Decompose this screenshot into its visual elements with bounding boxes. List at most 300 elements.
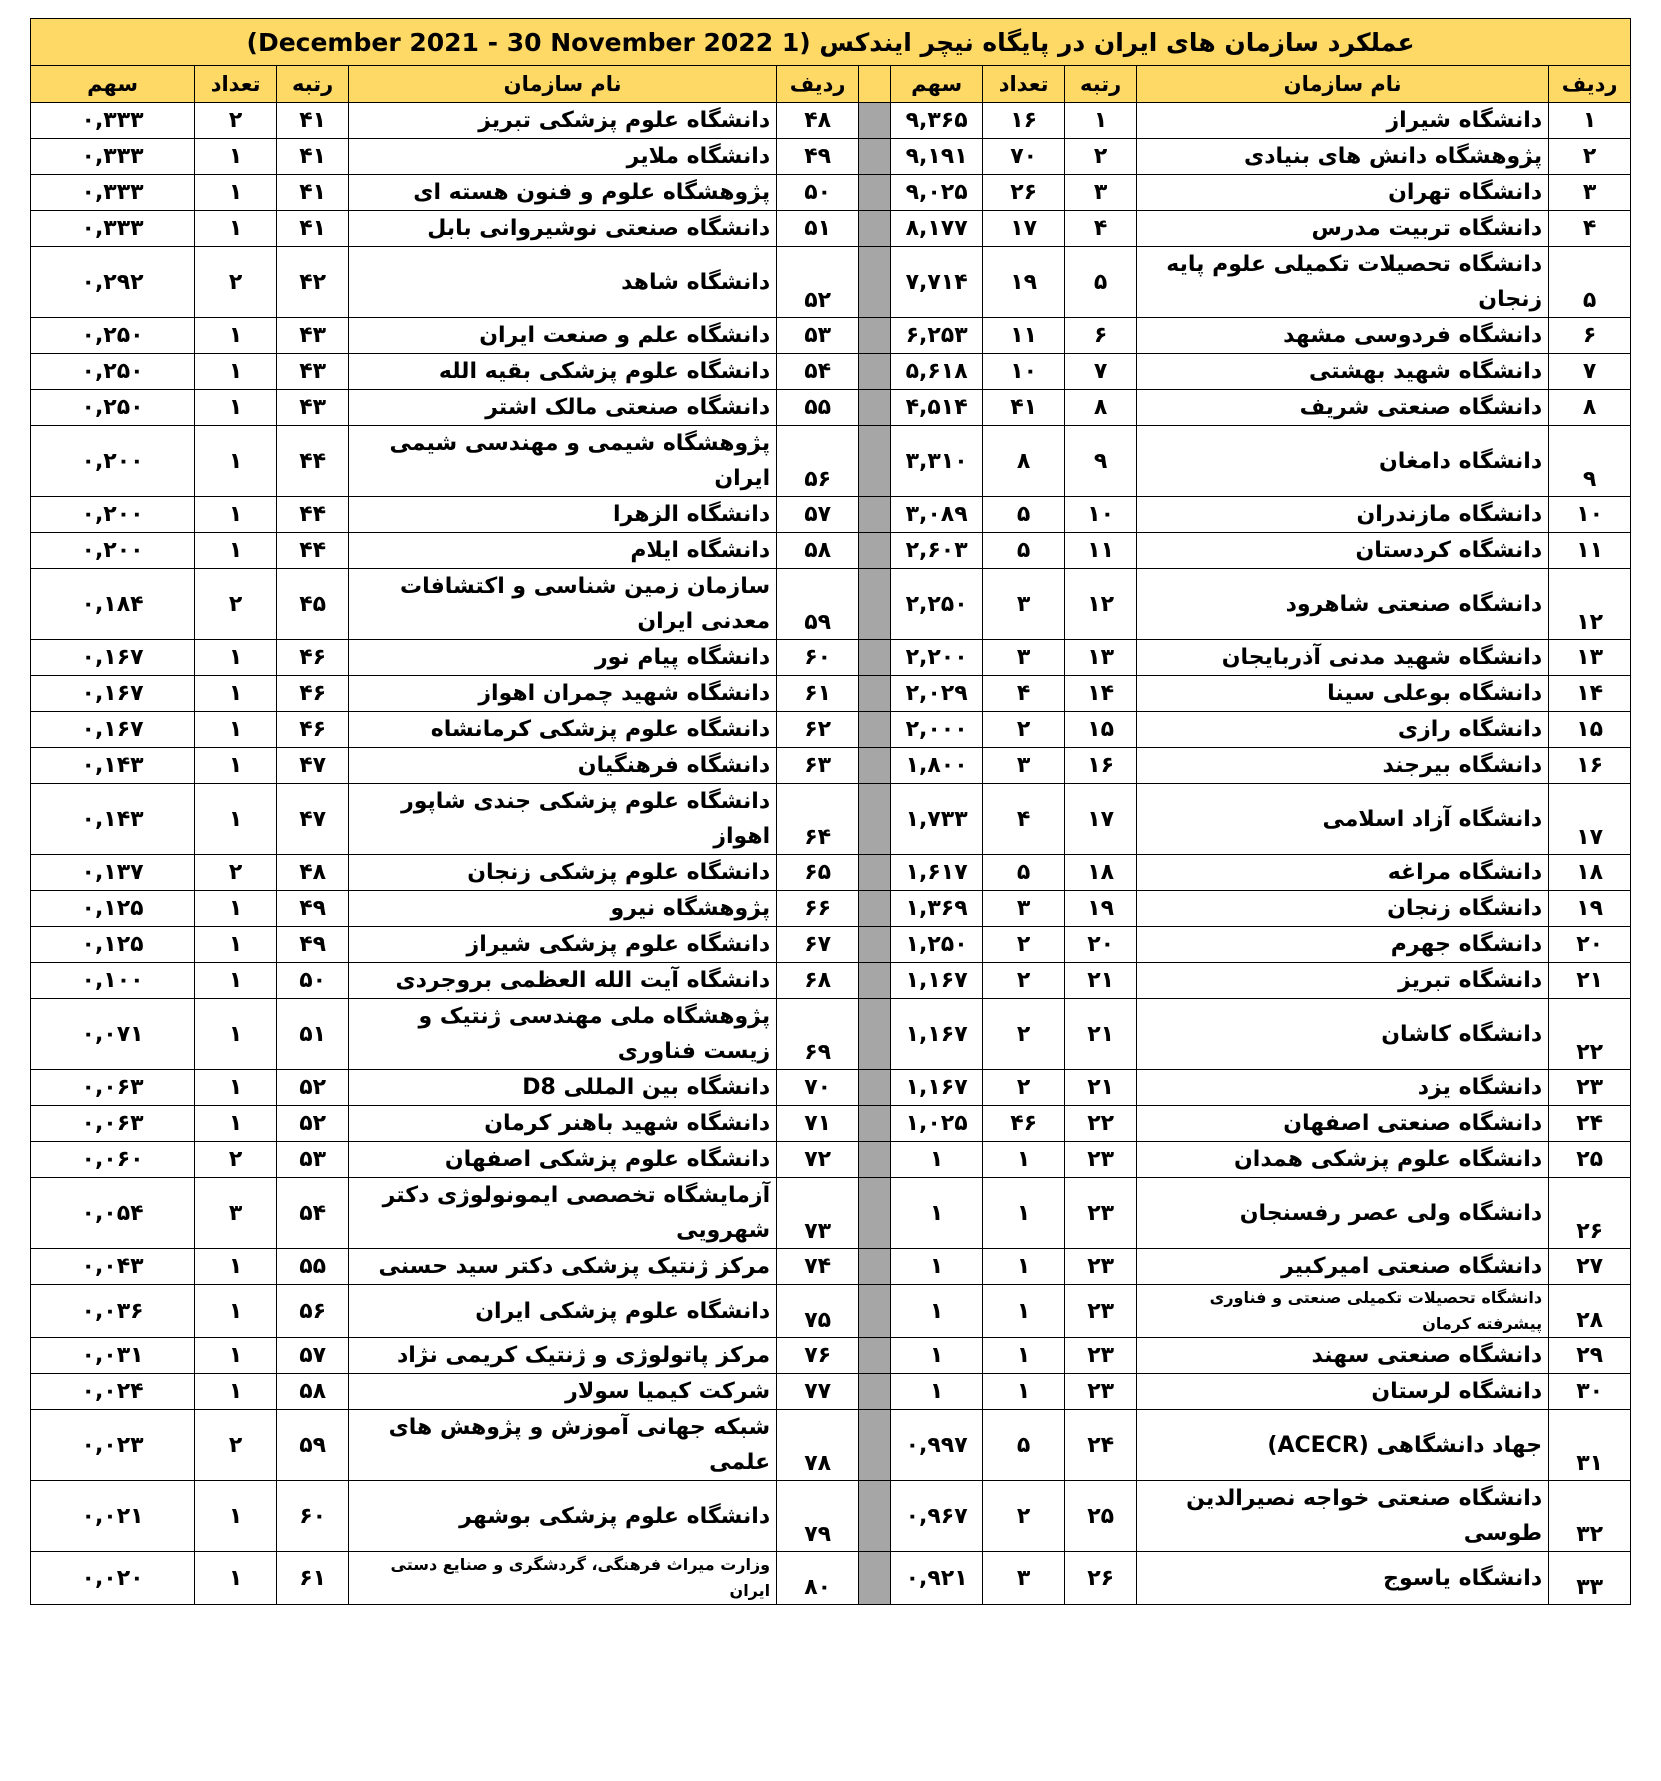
rank-cell: ۴۳ [277,318,349,354]
row-index: ۹ [1549,426,1631,497]
share-cell: ۰,۲۰۰ [31,426,195,497]
share-cell: ۱ [891,1374,983,1410]
rank-cell: ۴۷ [277,748,349,784]
table-row [31,211,1631,247]
rank-cell: ۵۵ [277,1249,349,1285]
table-row [31,497,1631,533]
row-index: ۳۲ [1549,1481,1631,1552]
rank-cell: ۸ [1065,390,1137,426]
count-cell: ۲ [195,247,277,318]
table-row [31,999,1631,1070]
column-separator [859,676,891,712]
share-cell: ۷,۷۱۴ [891,247,983,318]
table-row [31,426,1631,497]
share-cell: ۴,۵۱۴ [891,390,983,426]
share-cell: ۲,۶۰۳ [891,533,983,569]
rank-cell: ۲۱ [1065,1070,1137,1106]
organization-name: دانشگاه صنعتی خواجه نصیرالدین طوسی [1137,1481,1549,1552]
organization-name: دانشگاه جهرم [1137,927,1549,963]
organization-name: دانشگاه آزاد اسلامی [1137,784,1549,855]
organization-name: دانشگاه صنعتی نوشیروانی بابل [349,211,777,247]
row-index: ۷۹ [777,1481,859,1552]
share-cell: ۰,۰۳۱ [31,1338,195,1374]
row-index: ۷۳ [777,1178,859,1249]
ranking-table [30,18,1631,1605]
organization-name: دانشگاه صنعتی اصفهان [1137,1106,1549,1142]
column-separator [859,1552,891,1605]
share-cell: ۰,۰۶۰ [31,1142,195,1178]
share-cell: ۰,۹۹۷ [891,1410,983,1481]
table-row [31,963,1631,999]
count-cell: ۴۶ [983,1106,1065,1142]
organization-name: دانشگاه صنعتی شاهرود [1137,569,1549,640]
rank-cell: ۴۱ [277,175,349,211]
share-cell: ۰,۰۲۱ [31,1481,195,1552]
rank-cell: ۱۷ [1065,784,1137,855]
share-cell: ۲,۰۲۹ [891,676,983,712]
count-cell: ۱ [195,1481,277,1552]
row-index: ۱۲ [1549,569,1631,640]
count-cell: ۲ [195,855,277,891]
count-cell: ۱ [195,318,277,354]
organization-name: دانشگاه صنعتی سهند [1137,1338,1549,1374]
count-cell: ۲ [195,1410,277,1481]
organization-name: دانشگاه کردستان [1137,533,1549,569]
organization-name: سازمان زمین شناسی و اکتشافات معدنی ایران [349,569,777,640]
share-cell: ۸,۱۷۷ [891,211,983,247]
share-cell: ۰,۱۲۵ [31,891,195,927]
table-row [31,175,1631,211]
organization-name: دانشگاه بین المللی D8 [349,1070,777,1106]
count-cell: ۱۹ [983,247,1065,318]
organization-name: دانشگاه الزهرا [349,497,777,533]
organization-name: دانشگاه تحصیلات تکمیلی علوم پایه زنجان [1137,247,1549,318]
share-cell: ۰,۲۰۰ [31,497,195,533]
rank-cell: ۲ [1065,139,1137,175]
count-cell: ۳ [983,1552,1065,1605]
header-count-right: تعداد [983,66,1065,103]
rank-cell: ۵۸ [277,1374,349,1410]
share-cell: ۰,۱۶۷ [31,712,195,748]
rank-cell: ۵ [1065,247,1137,318]
share-cell: ۰,۲۵۰ [31,318,195,354]
count-cell: ۳ [983,640,1065,676]
organization-name: پژوهشگاه ملی مهندسی ژنتیک و زیست فناوری [349,999,777,1070]
row-index: ۶۲ [777,712,859,748]
table-row [31,1106,1631,1142]
share-cell: ۳,۳۱۰ [891,426,983,497]
count-cell: ۴ [983,784,1065,855]
table-row [31,103,1631,139]
share-cell: ۰,۲۹۲ [31,247,195,318]
rank-cell: ۱۹ [1065,891,1137,927]
count-cell: ۱ [195,963,277,999]
column-separator [859,1249,891,1285]
row-index: ۱ [1549,103,1631,139]
organization-name: دانشگاه علم و صنعت ایران [349,318,777,354]
column-separator [859,318,891,354]
share-cell: ۰,۳۳۳ [31,139,195,175]
row-index: ۱۰ [1549,497,1631,533]
row-index: ۷۱ [777,1106,859,1142]
row-index: ۶۰ [777,640,859,676]
organization-name: دانشگاه شهید چمران اهواز [349,676,777,712]
rank-cell: ۶۱ [277,1552,349,1605]
share-cell: ۰,۳۳۳ [31,103,195,139]
share-cell: ۰,۰۴۳ [31,1249,195,1285]
share-cell: ۰,۰۵۴ [31,1178,195,1249]
count-cell: ۱ [195,139,277,175]
row-index: ۳۰ [1549,1374,1631,1410]
organization-name: دانشگاه یاسوج [1137,1552,1549,1605]
count-cell: ۱ [195,497,277,533]
rank-cell: ۱۱ [1065,533,1137,569]
count-cell: ۳ [195,1178,277,1249]
rank-cell: ۶۰ [277,1481,349,1552]
organization-name: دانشگاه شیراز [1137,103,1549,139]
share-cell: ۰,۲۵۰ [31,390,195,426]
share-cell: ۱,۱۶۷ [891,963,983,999]
row-index: ۷۷ [777,1374,859,1410]
organization-name: دانشگاه مازندران [1137,497,1549,533]
column-separator [859,247,891,318]
count-cell: ۷۰ [983,139,1065,175]
rank-cell: ۵۶ [277,1285,349,1338]
count-cell: ۲ [195,103,277,139]
organization-name: دانشگاه یزد [1137,1070,1549,1106]
count-cell: ۱ [195,676,277,712]
organization-name: پژوهشگاه دانش های بنیادی [1137,139,1549,175]
rank-cell: ۵۱ [277,999,349,1070]
count-cell: ۲ [195,1142,277,1178]
organization-name: دانشگاه علوم پزشکی زنجان [349,855,777,891]
organization-name: شرکت کیمیا سولار [349,1374,777,1410]
column-separator [859,1142,891,1178]
share-cell: ۱ [891,1178,983,1249]
row-index: ۵۴ [777,354,859,390]
rank-cell: ۷ [1065,354,1137,390]
header-share-right: سهم [891,66,983,103]
ranking-sheet [30,18,1630,1605]
organization-name: دانشگاه صنعتی شریف [1137,390,1549,426]
rank-cell: ۱۴ [1065,676,1137,712]
count-cell: ۲ [983,963,1065,999]
share-cell: ۰,۳۳۳ [31,175,195,211]
count-cell: ۵ [983,855,1065,891]
share-cell: ۱,۷۳۳ [891,784,983,855]
rank-cell: ۱۲ [1065,569,1137,640]
table-body [31,103,1631,1605]
count-cell: ۳ [983,891,1065,927]
share-cell: ۰,۱۰۰ [31,963,195,999]
organization-name: دانشگاه مراغه [1137,855,1549,891]
row-index: ۵۳ [777,318,859,354]
table-title [31,19,1631,66]
count-cell: ۱ [195,1249,277,1285]
table-row [31,390,1631,426]
rank-cell: ۴۴ [277,497,349,533]
row-index: ۵۹ [777,569,859,640]
count-cell: ۱ [195,1070,277,1106]
table-row [31,1338,1631,1374]
organization-name: دانشگاه لرستان [1137,1374,1549,1410]
column-separator [859,784,891,855]
count-cell: ۲۶ [983,175,1065,211]
share-cell: ۱,۸۰۰ [891,748,983,784]
row-index: ۶۴ [777,784,859,855]
row-index: ۷۵ [777,1285,859,1338]
row-index: ۲۲ [1549,999,1631,1070]
share-cell: ۱,۳۶۹ [891,891,983,927]
row-index: ۶۳ [777,748,859,784]
organization-name: دانشگاه ایلام [349,533,777,569]
row-index: ۱۱ [1549,533,1631,569]
title-period: (1 December 2021 - 30 November 2022) [246,27,811,57]
share-cell: ۰,۱۳۷ [31,855,195,891]
column-separator [859,999,891,1070]
rank-cell: ۴۴ [277,426,349,497]
row-index: ۲۴ [1549,1106,1631,1142]
rank-cell: ۲۶ [1065,1552,1137,1605]
column-separator [859,390,891,426]
share-cell: ۵,۶۱۸ [891,354,983,390]
column-separator [859,1285,891,1338]
rank-cell: ۱۳ [1065,640,1137,676]
organization-name: دانشگاه پیام نور [349,640,777,676]
row-index: ۱۸ [1549,855,1631,891]
row-index: ۵۷ [777,497,859,533]
row-index: ۵۱ [777,211,859,247]
row-index: ۷۰ [777,1070,859,1106]
table-row [31,640,1631,676]
column-separator [859,139,891,175]
table-row [31,1374,1631,1410]
column-separator [859,1481,891,1552]
count-cell: ۲ [983,712,1065,748]
header-share-left: سهم [31,66,195,103]
organization-name: دانشگاه شهید مدنی آذربایجان [1137,640,1549,676]
share-cell: ۰,۳۳۳ [31,211,195,247]
organization-name: دانشگاه شاهد [349,247,777,318]
row-index: ۵۰ [777,175,859,211]
table-row [31,318,1631,354]
organization-name: دانشگاه فرهنگیان [349,748,777,784]
share-cell: ۰,۱۶۷ [31,640,195,676]
organization-name: جهاد دانشگاهی (ACECR) [1137,1410,1549,1481]
table-row [31,1178,1631,1249]
table-row [31,891,1631,927]
row-index: ۱۳ [1549,640,1631,676]
organization-name: مرکز پاتولوژی و ژنتیک کریمی نژاد [349,1338,777,1374]
organization-name: پژوهشگاه علوم و فنون هسته ای [349,175,777,211]
organization-name: دانشگاه فردوسی مشهد [1137,318,1549,354]
title-main: عملکرد سازمان های ایران در پایگاه نیچر ایندکس [819,27,1415,57]
table-row [31,784,1631,855]
table-row [31,748,1631,784]
rank-cell: ۴ [1065,211,1137,247]
column-separator [859,1338,891,1374]
share-cell: ۱,۱۶۷ [891,1070,983,1106]
share-cell: ۰,۱۴۳ [31,784,195,855]
organization-name: دانشگاه بوعلی سینا [1137,676,1549,712]
share-cell: ۰,۰۷۱ [31,999,195,1070]
organization-name: شبکه جهانی آموزش و پژوهش های علمی [349,1410,777,1481]
organization-name: دانشگاه علوم پزشکی بقیه الله [349,354,777,390]
count-cell: ۱ [195,390,277,426]
organization-name: دانشگاه کاشان [1137,999,1549,1070]
rank-cell: ۴۱ [277,103,349,139]
rank-cell: ۳ [1065,175,1137,211]
count-cell: ۱ [195,1285,277,1338]
share-cell: ۰,۲۵۰ [31,354,195,390]
share-cell: ۰,۱۲۵ [31,927,195,963]
row-index: ۱۶ [1549,748,1631,784]
table-row [31,1410,1631,1481]
column-separator [859,175,891,211]
column-separator [859,712,891,748]
row-index: ۷۸ [777,1410,859,1481]
row-index: ۸۰ [777,1552,859,1605]
share-cell: ۱,۰۲۵ [891,1106,983,1142]
rank-cell: ۲۳ [1065,1142,1137,1178]
column-separator [859,748,891,784]
count-cell: ۳ [983,748,1065,784]
table-row [31,676,1631,712]
count-cell: ۱ [983,1374,1065,1410]
rank-cell: ۴۴ [277,533,349,569]
share-cell: ۲,۲۰۰ [891,640,983,676]
count-cell: ۱ [195,999,277,1070]
organization-name: دانشگاه بیرجند [1137,748,1549,784]
share-cell: ۱ [891,1249,983,1285]
count-cell: ۱ [983,1338,1065,1374]
share-cell: ۲,۲۵۰ [891,569,983,640]
table-row [31,855,1631,891]
rank-cell: ۲۳ [1065,1249,1137,1285]
rank-cell: ۲۳ [1065,1285,1137,1338]
rank-cell: ۱۰ [1065,497,1137,533]
count-cell: ۱ [195,927,277,963]
column-separator [859,891,891,927]
count-cell: ۱ [983,1178,1065,1249]
row-index: ۶۸ [777,963,859,999]
row-index: ۲۳ [1549,1070,1631,1106]
rank-cell: ۴۹ [277,927,349,963]
row-index: ۷۴ [777,1249,859,1285]
rank-cell: ۲۴ [1065,1410,1137,1481]
row-index: ۲۶ [1549,1178,1631,1249]
table-row [31,1285,1631,1338]
row-index: ۶۶ [777,891,859,927]
row-index: ۵ [1549,247,1631,318]
column-separator [859,1410,891,1481]
rank-cell: ۵۹ [277,1410,349,1481]
table-row [31,1552,1631,1605]
row-index: ۳۱ [1549,1410,1631,1481]
share-cell: ۰,۰۳۶ [31,1285,195,1338]
rank-cell: ۴۳ [277,354,349,390]
column-separator [859,927,891,963]
share-cell: ۰,۹۶۷ [891,1481,983,1552]
share-cell: ۰,۰۲۴ [31,1374,195,1410]
count-cell: ۱ [195,712,277,748]
organization-name: مرکز ژنتیک پزشکی دکتر سید حسنی [349,1249,777,1285]
count-cell: ۴۱ [983,390,1065,426]
table-row [31,1070,1631,1106]
organization-name: دانشگاه تهران [1137,175,1549,211]
share-cell: ۰,۹۲۱ [891,1552,983,1605]
rank-cell: ۲۱ [1065,963,1137,999]
column-separator [859,1070,891,1106]
rank-cell: ۴۲ [277,247,349,318]
count-cell: ۱ [195,784,277,855]
rank-cell: ۲۳ [1065,1178,1137,1249]
row-index: ۲۹ [1549,1338,1631,1374]
organization-name: دانشگاه صنعتی مالک اشتر [349,390,777,426]
organization-name: دانشگاه علوم پزشکی همدان [1137,1142,1549,1178]
row-index: ۶۱ [777,676,859,712]
rank-cell: ۱ [1065,103,1137,139]
share-cell: ۱ [891,1285,983,1338]
count-cell: ۱۰ [983,354,1065,390]
row-index: ۶۷ [777,927,859,963]
rank-cell: ۲۳ [1065,1374,1137,1410]
count-cell: ۱ [195,640,277,676]
count-cell: ۲ [983,1481,1065,1552]
count-cell: ۸ [983,426,1065,497]
column-separator [859,426,891,497]
row-index: ۳ [1549,175,1631,211]
organization-name: دانشگاه شهید بهشتی [1137,354,1549,390]
organization-name: دانشگاه دامغان [1137,426,1549,497]
share-cell: ۳,۰۸۹ [891,497,983,533]
row-index: ۵۶ [777,426,859,497]
organization-name: دانشگاه علوم پزشکی شیراز [349,927,777,963]
count-cell: ۵ [983,497,1065,533]
share-cell: ۹,۰۲۵ [891,175,983,211]
column-separator [859,354,891,390]
organization-name: دانشگاه ولی عصر رفسنجان [1137,1178,1549,1249]
count-cell: ۱ [195,1106,277,1142]
count-cell: ۲ [983,927,1065,963]
table-row [31,1481,1631,1552]
row-index: ۶۵ [777,855,859,891]
count-cell: ۱ [195,748,277,784]
share-cell: ۹,۳۶۵ [891,103,983,139]
rank-cell: ۹ [1065,426,1137,497]
table-row [31,569,1631,640]
count-cell: ۲ [983,999,1065,1070]
rank-cell: ۴۳ [277,390,349,426]
share-cell: ۰,۲۰۰ [31,533,195,569]
share-cell: ۱,۱۶۷ [891,999,983,1070]
count-cell: ۴ [983,676,1065,712]
count-cell: ۱ [195,354,277,390]
count-cell: ۱۷ [983,211,1065,247]
rank-cell: ۴۱ [277,139,349,175]
header-name-left: نام سازمان [349,66,777,103]
header-index-right: ردیف [1549,66,1631,103]
column-separator [859,569,891,640]
count-cell: ۱ [983,1249,1065,1285]
count-cell: ۱ [195,1552,277,1605]
row-index: ۲۵ [1549,1142,1631,1178]
count-cell: ۱ [195,891,277,927]
column-separator [859,497,891,533]
count-cell: ۱ [195,1338,277,1374]
table-row [31,1249,1631,1285]
share-cell: ۱ [891,1142,983,1178]
